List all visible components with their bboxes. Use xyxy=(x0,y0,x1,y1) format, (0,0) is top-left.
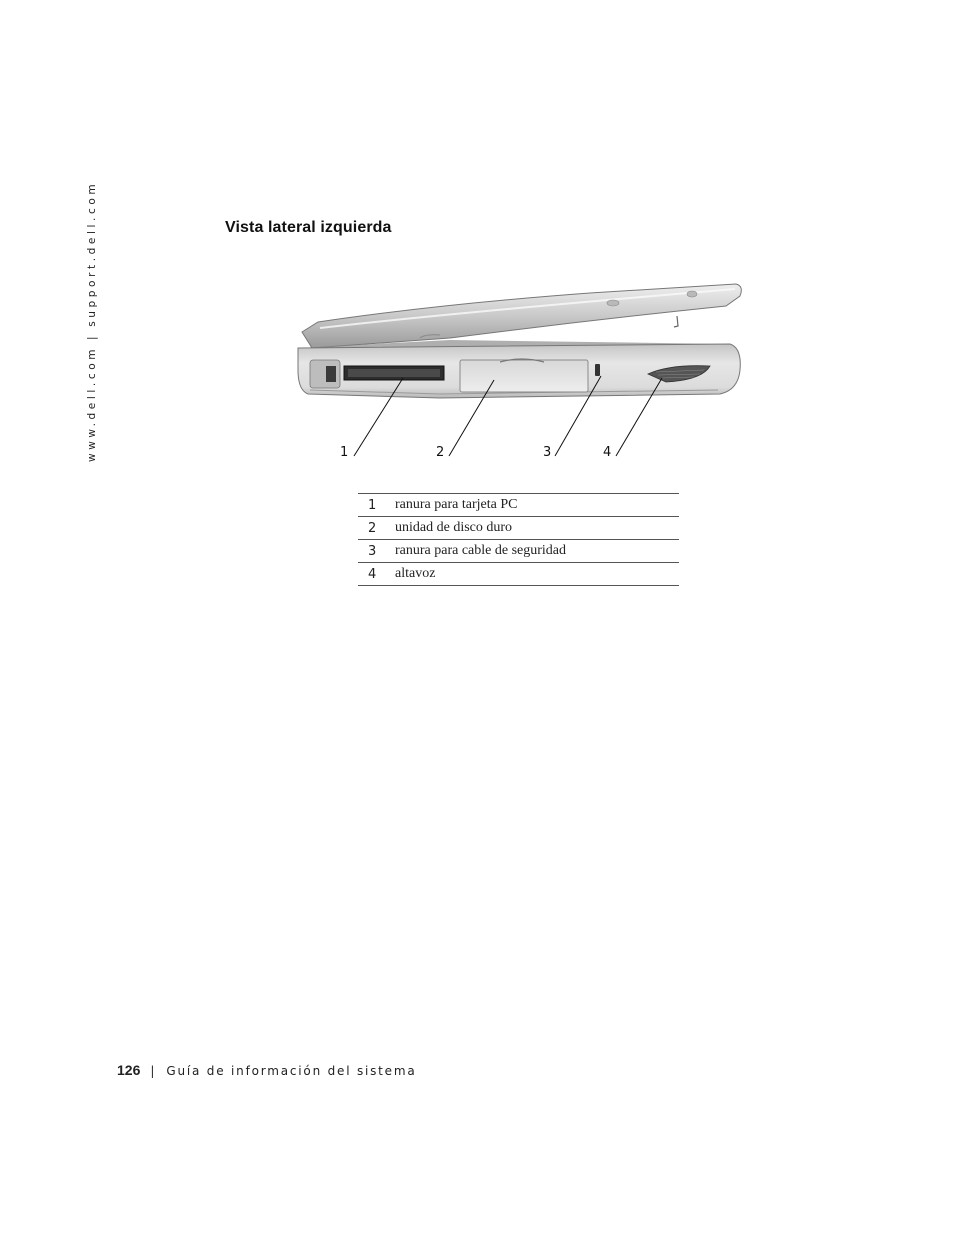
section-title: Vista lateral izquierda xyxy=(225,219,392,236)
page-number: 126 xyxy=(117,1062,141,1078)
legend-number: 3 xyxy=(358,540,395,563)
table-row xyxy=(358,563,679,586)
security-cable-slot xyxy=(595,364,600,376)
legend-label: altavoz xyxy=(395,563,679,586)
callout-number-2: 2 xyxy=(436,445,445,460)
page-footer xyxy=(117,1062,417,1078)
sidebar-separator: | xyxy=(86,332,98,340)
callout-legend-table xyxy=(358,493,679,586)
hard-drive-cover xyxy=(460,360,588,392)
sidebar-url-left: www.dell.com xyxy=(86,345,98,462)
legend-number: 1 xyxy=(358,494,395,517)
laptop-illustration xyxy=(290,280,760,470)
sidebar-url-right: support.dell.com xyxy=(86,180,98,327)
legend-number: 2 xyxy=(358,517,395,540)
document-title: Guía de información del sistema xyxy=(166,1064,417,1078)
legend-number: 4 xyxy=(358,563,395,586)
table-row xyxy=(358,517,679,540)
table-row xyxy=(358,540,679,563)
legend-label: unidad de disco duro xyxy=(395,517,679,540)
callout-number-1: 1 xyxy=(340,445,349,460)
callout-number-3: 3 xyxy=(543,445,552,460)
sidebar-url xyxy=(86,181,98,462)
footer-separator: | xyxy=(150,1064,155,1078)
legend-label: ranura para cable de seguridad xyxy=(395,540,679,563)
table-row xyxy=(358,494,679,517)
callout-number-4: 4 xyxy=(603,445,612,460)
laptop-left-side-figure xyxy=(290,280,760,470)
legend-label: ranura para tarjeta PC xyxy=(395,494,679,517)
